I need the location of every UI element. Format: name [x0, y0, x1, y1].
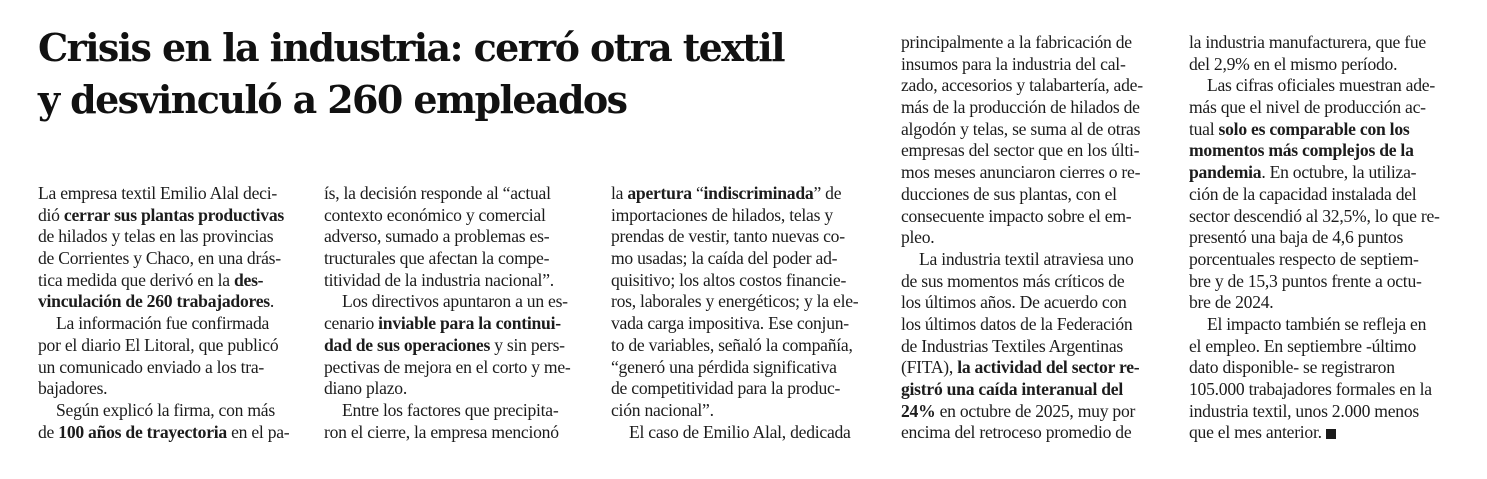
text-run: La industria textil atraviesa uno: [919, 248, 1134, 269]
text-line: [901, 357, 1169, 379]
text-run: los últimos años. De acuerdo con: [901, 292, 1127, 313]
text-line: [324, 226, 588, 248]
text-column-5: [1189, 32, 1457, 444]
text-run: y sin pers-: [490, 334, 565, 355]
text-run: ción de la capacidad instalada del: [1189, 183, 1417, 204]
text-line: [901, 292, 1169, 314]
text-line: [611, 226, 879, 248]
text-line: [901, 140, 1169, 162]
text-line: [38, 270, 300, 292]
text-line: [1189, 162, 1457, 184]
text-line: [611, 313, 879, 335]
text-line: [324, 183, 588, 205]
text-column-1: [38, 183, 300, 443]
text-run: industria textil, unos 2.000 menos: [1189, 400, 1419, 421]
text-line: [1189, 140, 1457, 162]
text-line: [1189, 271, 1457, 293]
text-line: [611, 378, 879, 400]
article-headline: [38, 22, 878, 126]
text-run: ” de: [813, 183, 842, 203]
bold-text: 100 años de trayectoria: [58, 421, 227, 442]
text-run: de competitividad para la produc-: [611, 378, 841, 399]
text-run: (FITA),: [901, 357, 958, 378]
text-run: “generó una pérdida significativa: [611, 356, 837, 377]
text-run: quisitivo; los altos costos financie-: [611, 269, 847, 290]
text-line: [38, 422, 300, 444]
text-run: Entre los factores que precipita-: [342, 399, 559, 420]
text-line: [901, 119, 1169, 141]
text-line: [324, 422, 588, 444]
text-line: [901, 75, 1169, 97]
text-run: algodón y telas, se suma al de otras: [901, 118, 1141, 139]
text-line: [1189, 379, 1457, 401]
bold-text: dad de sus operaciones: [324, 334, 491, 355]
text-run: principalmente a la fabricación de: [901, 32, 1132, 52]
text-run: bajadores.: [38, 378, 108, 399]
text-line: [611, 400, 879, 422]
bold-text: 24%: [901, 400, 936, 421]
text-line: [1189, 206, 1457, 228]
text-line: [1189, 422, 1457, 444]
headline-line: y desvinculó a 260 empleados: [38, 77, 627, 122]
text-line: [1189, 75, 1457, 97]
text-line: [901, 271, 1169, 293]
text-line: [901, 249, 1169, 271]
text-line: [38, 205, 300, 227]
text-line: [1189, 336, 1457, 358]
text-run: La información fue confirmada: [56, 313, 270, 334]
bold-text: vinculación de 260 trabajadores: [38, 291, 270, 312]
text-line: [1189, 119, 1457, 141]
text-run: Las cifras oficiales muestran ade-: [1207, 75, 1435, 96]
text-run: mos meses anunciaron cierres o re-: [901, 162, 1141, 183]
text-run: tica medida que derivó en la: [38, 269, 234, 290]
bold-text: momentos más complejos de la: [1189, 140, 1414, 161]
text-run: tual: [1189, 118, 1219, 139]
text-run: dato disponible- se registraron: [1189, 357, 1395, 378]
text-line: [611, 291, 879, 313]
bold-text: inviable para la continui-: [378, 313, 561, 334]
text-run: Los directivos apuntaron a un es-: [342, 291, 568, 312]
bold-text: apertura: [627, 183, 692, 203]
text-line: [901, 336, 1169, 358]
text-run: prendas de vestir, tanto nuevas co-: [611, 226, 845, 247]
text-run: consecuente impacto sobre el em-: [901, 205, 1132, 226]
text-run: encima del retroceso promedio de: [901, 422, 1132, 443]
text-run: el empleo. En septiembre -último: [1189, 335, 1417, 356]
text-run: de Corrientes y Chaco, en una drás-: [38, 248, 281, 269]
text-line: [38, 183, 300, 205]
text-line: [901, 206, 1169, 228]
text-run: . En octubre, la utiliza-: [1261, 162, 1417, 183]
text-line: [901, 162, 1169, 184]
text-line: [38, 291, 300, 313]
text-run: ís, la decisión responde al “actual: [324, 183, 551, 203]
text-run: empresas del sector que en los últi-: [901, 140, 1140, 161]
text-run: bre de 2024.: [1189, 292, 1274, 313]
text-run: ción nacional”.: [611, 399, 714, 420]
text-line: [901, 54, 1169, 76]
text-line: [1189, 184, 1457, 206]
text-run: de Industrias Textiles Argentinas: [901, 335, 1123, 356]
text-run: “: [691, 183, 704, 203]
text-line: [901, 227, 1169, 249]
text-run: diano plazo.: [324, 378, 407, 399]
text-line: [901, 314, 1169, 336]
text-run: importaciones de hilados, telas y: [611, 204, 833, 225]
text-run: por el diario El Litoral, que publicó: [38, 334, 279, 355]
bold-text: cerrar sus plantas productivas: [63, 204, 284, 225]
text-line: [611, 205, 879, 227]
text-run: del 2,9% en el mismo período.: [1189, 53, 1398, 74]
text-run: El caso de Emilio Alal, dedicada: [629, 421, 851, 442]
text-line: [1189, 401, 1457, 423]
bold-text: des-: [233, 269, 264, 290]
text-line: [611, 270, 879, 292]
text-line: [38, 335, 300, 357]
text-run: los últimos datos de la Federación: [901, 313, 1133, 334]
text-line: [901, 32, 1169, 54]
bold-text: gistró una caída interanual del: [901, 379, 1123, 399]
text-line: [324, 357, 588, 379]
text-line: [611, 248, 879, 270]
text-run: de hilados y telas en las provincias: [38, 226, 274, 247]
text-line: [1189, 227, 1457, 249]
text-line: [901, 184, 1169, 206]
text-run: La empresa textil Emilio Alal deci-: [38, 183, 277, 203]
text-run: presentó una baja de 4,6 puntos: [1189, 227, 1404, 248]
text-line: [38, 248, 300, 270]
bold-text: pandemia: [1189, 162, 1262, 183]
text-run: Según explicó la firma, con más: [56, 399, 275, 420]
text-run: to de variables, señaló la compañía,: [611, 334, 853, 355]
text-line: [38, 400, 300, 422]
text-run: en octubre de 2025, muy por: [935, 400, 1136, 421]
text-line: [901, 97, 1169, 119]
text-line: [611, 335, 879, 357]
text-line: [38, 357, 300, 379]
text-line: [38, 313, 300, 335]
text-run: la industria manufacturera, que fue: [1189, 32, 1426, 52]
text-run: en el pa-: [226, 421, 290, 442]
text-line: [324, 313, 588, 335]
text-line: [324, 248, 588, 270]
text-run: que el mes anterior.: [1189, 422, 1322, 443]
text-run: titividad de la industria nacional”.: [324, 269, 554, 290]
text-line: [38, 378, 300, 400]
text-line: [1189, 54, 1457, 76]
text-run: más que el nivel de producción ac-: [1189, 97, 1426, 118]
bold-text: solo es comparable con los: [1218, 118, 1410, 139]
text-line: [324, 205, 588, 227]
text-run: ron el cierre, la empresa mencionó: [324, 421, 559, 442]
text-line: [38, 226, 300, 248]
text-run: de sus momentos más críticos de: [901, 270, 1125, 291]
text-column-3: [611, 183, 879, 443]
text-line: [611, 183, 879, 205]
end-of-article-icon: [1326, 429, 1336, 439]
text-line: [324, 400, 588, 422]
text-line: [324, 270, 588, 292]
text-line: [901, 379, 1169, 401]
text-line: [901, 422, 1169, 444]
text-line: [1189, 249, 1457, 271]
text-run: bre y de 15,3 puntos frente a octu-: [1189, 270, 1422, 291]
text-run: 105.000 trabajadores formales en la: [1189, 379, 1432, 399]
text-column-4: [901, 32, 1169, 444]
text-run: la: [611, 183, 628, 203]
text-line: [324, 335, 588, 357]
headline-line: Crisis en la industria: cerró otra textil: [38, 25, 784, 70]
text-run: más de la producción de hilados de: [901, 97, 1140, 118]
text-run: porcentuales respecto de septiem-: [1189, 248, 1419, 269]
text-run: ros, laborales y energéticos; y la ele-: [611, 291, 859, 312]
text-line: [611, 422, 879, 444]
text-line: [1189, 32, 1457, 54]
text-line: [1189, 97, 1457, 119]
bold-text: indiscriminada: [703, 183, 814, 203]
text-run: tructurales que afectan la compe-: [324, 248, 550, 269]
text-run: adverso, sumado a problemas es-: [324, 226, 550, 247]
text-run: pleo.: [901, 227, 935, 248]
text-line: [901, 401, 1169, 423]
text-line: [1189, 314, 1457, 336]
bold-text: la actividad del sector re-: [957, 357, 1140, 378]
text-run: zado, accesorios y talabartería, ade-: [901, 75, 1143, 96]
text-run: dió: [38, 204, 64, 225]
text-run: cenario: [324, 313, 379, 334]
text-run: de: [38, 421, 59, 442]
text-run: .: [269, 291, 275, 312]
text-run: El impacto también se refleja en: [1207, 313, 1427, 334]
text-line: [1189, 357, 1457, 379]
text-column-2: [324, 183, 588, 443]
text-line: [324, 378, 588, 400]
text-line: [1189, 292, 1457, 314]
text-run: ducciones de sus plantas, con el: [901, 183, 1117, 204]
text-line: [611, 357, 879, 379]
text-run: insumos para la industria del cal-: [901, 53, 1126, 74]
text-run: sector descendió al 32,5%, lo que re-: [1189, 205, 1440, 226]
text-run: mo usadas; la caída del poder ad-: [611, 248, 838, 269]
text-line: [324, 291, 588, 313]
text-run: un comunicado enviado a los tra-: [38, 356, 265, 377]
text-run: pectivas de mejora en el corto y me-: [324, 356, 571, 377]
text-run: contexto económico y comercial: [324, 204, 546, 225]
text-run: vada carga impositiva. Ese conjun-: [611, 313, 849, 334]
